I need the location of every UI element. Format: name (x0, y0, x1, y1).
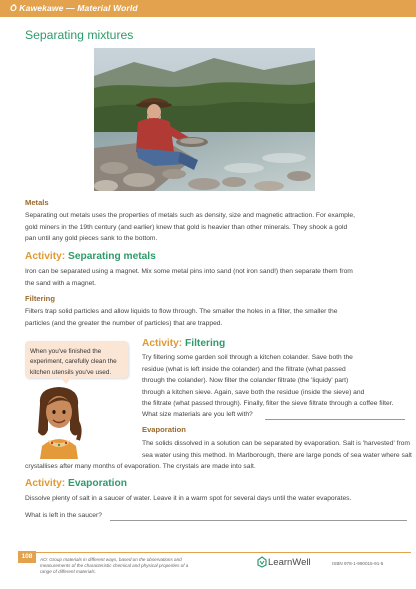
paragraph-line: residue (what is left inside the colander) and the filtrate (what passed (142, 365, 346, 373)
metals-heading: Metals (25, 198, 49, 207)
filtering-answer-line[interactable] (265, 419, 405, 420)
activity-filtering-paragraph (142, 352, 407, 410)
metals-paragraph (25, 210, 405, 245)
girl-character-illustration (30, 384, 88, 459)
learnwell-logo-icon (257, 556, 267, 568)
header-bar (0, 0, 416, 17)
activity-title: Separating metals (68, 251, 156, 262)
page-number: 108 (18, 551, 36, 563)
filtering-heading: Filtering (25, 294, 55, 303)
achievement-objective-note: AO: Group materials in different ways, based on the observations and measurements of the characteristic chemical and physical properties of a range of different materials. (40, 557, 189, 574)
man-panning-gold-in-river-photo (94, 48, 315, 191)
paragraph-line: the sand with a magnet. (25, 279, 97, 287)
learnwell-logo: LearnWell (268, 557, 311, 568)
safety-tip-bubble (25, 341, 128, 378)
tip-line: kitchen utensils you've used. (30, 368, 112, 376)
paragraph-line: Iron can be separated using a magnet. Mix some metal pins into sand (not iron sand!) then separate them from (25, 268, 353, 275)
paragraph-line: pan until any gold pieces sank to the bottom. (25, 235, 158, 243)
evaporation-heading: Evaporation (142, 425, 186, 434)
paragraph-line: crystallises after many months of evaporation. The crystals are made into salt. (25, 463, 256, 470)
evaporation-paragraph-top (142, 438, 412, 461)
evaporation-question: What is left in the saucer? (25, 512, 102, 519)
filtering-question: What size materials are you left with? (142, 411, 253, 418)
evaporation-answer-line[interactable] (110, 520, 407, 521)
paragraph-line: the filtrate (what passed through). Finally, filter the sieve filtrate through a coffee filter. (142, 400, 394, 408)
girl-character-icon (30, 384, 88, 459)
activity-evaporation-heading (25, 478, 127, 489)
evaporation-paragraph-bottom (25, 461, 407, 473)
activity-label: Activity: (142, 338, 183, 349)
activity-separating-metals-heading (25, 251, 156, 262)
activity-label: Activity: (25, 251, 66, 262)
isbn: ISBN 978-1-990015-91-5 (332, 561, 384, 566)
paragraph-line: particles (and the greater the number of particles) that are trapped. (25, 319, 223, 327)
gold-panning-photo (94, 48, 315, 191)
footer-divider (36, 552, 411, 553)
paragraph-line: Try filtering some garden soil through a kitchen colander. Save both the (142, 354, 353, 361)
paragraph-line: through a kitchen sieve. Again, save both the residue (inside the sieve) and (142, 388, 365, 396)
activity-title: Evaporation (68, 478, 127, 489)
tip-line: experiment, carefully clean the (30, 358, 117, 366)
activity-evaporation-paragraph: Dissolve plenty of salt in a saucer of water. Leave it in a warm spot for several days until the water evaporates. (25, 495, 352, 502)
paragraph-line: Separating out metals uses the properties of metals such as density, size and magnetic attraction. For example, (25, 212, 355, 219)
activity-title: Filtering (185, 338, 226, 349)
activity-label: Activity: (25, 478, 66, 489)
book-title: Ō Kawekawe — Material World (10, 3, 138, 13)
paragraph-line: Filters trap solid particles and allow liquids to flow through. The smaller the holes in a filter, the smaller the (25, 308, 338, 315)
paragraph-line: through the colander). Now filter the colander filtrate (the 'liquidy' part) (142, 377, 349, 385)
activity-separating-metals-paragraph (25, 266, 405, 289)
paragraph-line: sea water using this method. In Marlborough, there are large ponds of sea water where salt (142, 451, 412, 459)
page-title: Separating mixtures (25, 28, 134, 42)
tip-line: When you've finished the (30, 348, 102, 355)
paragraph-line: The solids dissolved in a solution can be separated by evaporation. Salt is 'harvested' from (142, 440, 410, 447)
tip-bubble-pointer (60, 377, 72, 384)
activity-filtering-heading (142, 338, 225, 349)
filtering-paragraph (25, 306, 405, 329)
paragraph-line: gold miners in the 19th century (and earlier) knew that gold is heavier than other minerals. They shook a gold (25, 223, 348, 231)
